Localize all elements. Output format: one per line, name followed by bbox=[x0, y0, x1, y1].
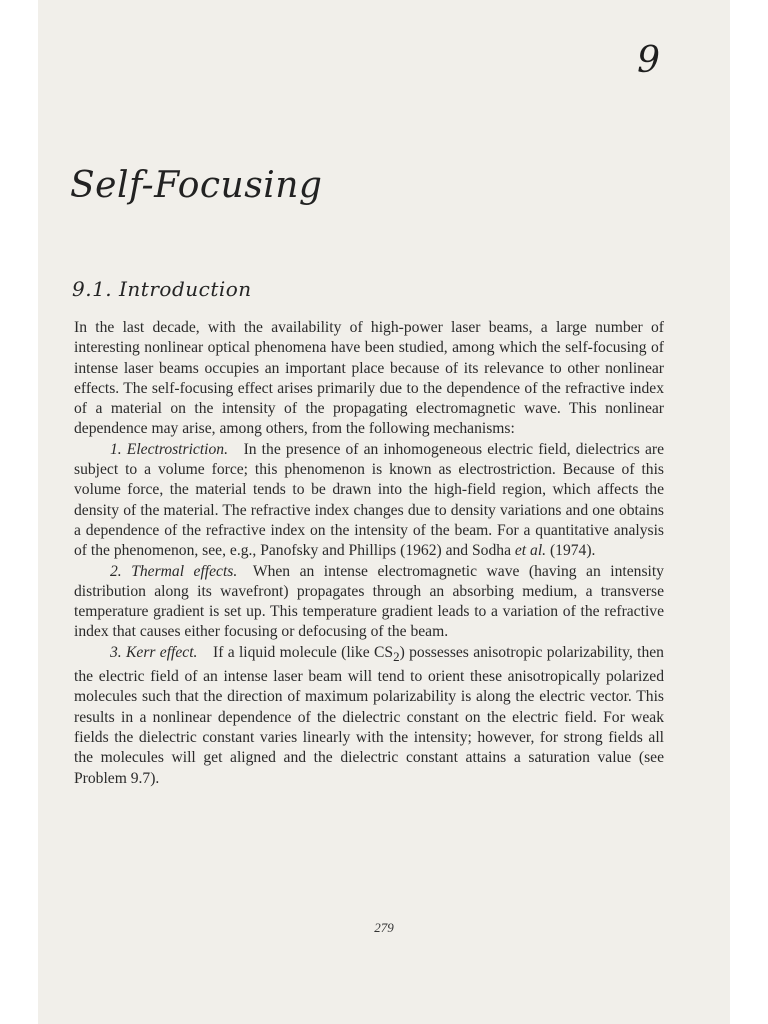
section-heading: 9.1. Introduction bbox=[72, 277, 252, 301]
kerr-effect-subscript: 2 bbox=[393, 648, 400, 664]
thermal-effects-label: 2. Thermal effects. bbox=[110, 562, 238, 580]
et-al: et al. bbox=[514, 542, 547, 560]
kerr-effect-text-a: If a liquid molecule (like CS bbox=[213, 643, 394, 661]
electrostriction-paragraph bbox=[74, 440, 664, 562]
page-margin bbox=[730, 0, 768, 1024]
electrostriction-text-end: (1974). bbox=[546, 542, 596, 560]
page-number: 279 bbox=[374, 920, 394, 935]
kerr-effect-label: 3. Kerr effect. bbox=[110, 643, 198, 661]
thermal-effects-paragraph bbox=[74, 562, 664, 643]
thermal-effects-text: When an intense electromagnetic wave (having an intensity distribution along its wavefront) propagates through an absorbing medium, a transverse temperature gradient is set up. This temperature gradient leads to a variation of the refractive index that causes either focusing or defocusing of the beam. bbox=[74, 562, 664, 641]
electrostriction-label: 1. Electrostriction. bbox=[110, 440, 228, 458]
chapter-number: 9 bbox=[637, 40, 660, 81]
electrostriction-text: In the presence of an inhomogeneous electric field, dielectrics are subject to a volume force; this phenomenon is known as electrostriction. Because of this volume force, the material tends to be drawn into the high-field region, which affects the density of the material. The refractive index changes due to density variations and one obtains a dependence of the refractive index on the intensity of the beam. For a quantitative analysis of the phenomenon, see, e.g., Panofsky and Phillips (1962) and Sodha bbox=[74, 440, 664, 560]
kerr-effect-paragraph bbox=[74, 643, 664, 789]
kerr-effect-text-b: ) possesses anisotropic polarizability, then the electric field of an intense laser beam will tend to orient these anisotropically polarized molecules such that the direction of maximum polarizability is along the electric vector. This results in a nonlinear dependence of the dielectric constant on the electric field. For weak fields the dielectric constant varies linearly with the intensity; however, for strong fields all the molecules will get aligned and the dielectric constant attains a saturation value (see Problem 9.7). bbox=[74, 643, 664, 787]
chapter-title: Self-Focusing bbox=[70, 165, 323, 206]
book-page bbox=[38, 0, 730, 1024]
body-text bbox=[74, 318, 664, 789]
intro-paragraph: In the last decade, with the availability of high-power laser beams, a large number of interesting nonlinear optical phenomena have been studied, among which the self-focusing of intense laser beams occupies an important place because of its relevance to other nonlinear effects. The self-focusing effect arises primarily due to the dependence of the refractive index of a material on the intensity of the propagating electromagnetic wave. This nonlinear dependence may arise, among others, from the following mechanisms: bbox=[74, 319, 664, 438]
